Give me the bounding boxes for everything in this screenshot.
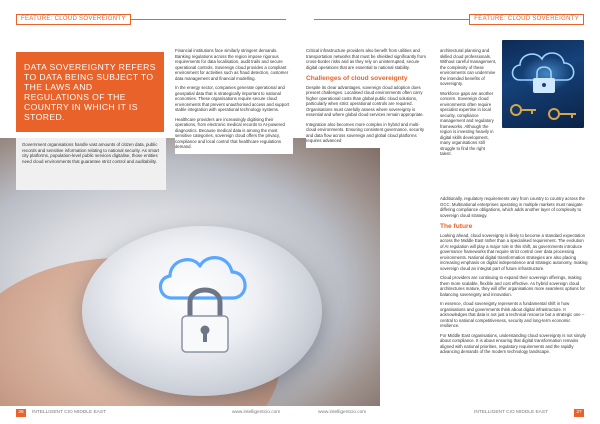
intro-box-text: Government organisations handle vast amounts of citizen data, public records and sensitive information relating to national security. As smart city platforms, population-level public services digitalise, those entities need cloud environments that guarantee strict control and auditability. [22,142,160,164]
article-column-4 [440,196,588,359]
section-tag-left: FEATURE: CLOUD SOVEREIGNTY [16,14,131,25]
paragraph: architectural planning and skilled cloud professionals. Without careful management, the complexity of these environments can undermine the intended benefits of sovereignty. [440,48,497,86]
paragraph: Financial institutions face similarly stringent demands. Banking regulations across the region impose rigorous requirements for data localisation, audit trails and secure operational controls. Sovereign cloud provides a compliant environment for activities such as fraud detection, customer data management and financial modelling. [175,48,289,81]
publication-name-right: INTELLIGENT CIO MIDDLE EAST [474,410,549,415]
website-link-right[interactable]: www.intelligentcio.com [318,410,367,415]
article-column-3 [440,48,497,161]
pull-quote-text: DATA SOVEREIGNTY REFERS TO DATA BEING SUBJECT TO THE LAWS AND REGULATIONS OF THE COUNTRY IN WHICH IT IS STORED. [24,62,156,122]
paragraph: Despite its clear advantages, sovereign cloud adoption does present challenges. Localised cloud environments often carry higher operational costs than global public cloud solutions, particularly when strict operational controls are required. Organisations must carefully assess where sovereignty is essential and where global cloud services remain appropriate. [306,84,424,117]
paragraph: Cloud providers are continuing to expand their sovereign offerings, making them more scalable, flexible and cost effective. As hybrid sovereign cloud architectures mature, they will offer organisations more seamless options for balancing sovereignty and innovation. [440,275,585,297]
publication-name-left: INTELLIGENT CIO MIDDLE EAST [32,410,107,415]
paragraph: Additionally, regulatory requirements vary from country to country across the GCC. Multinational enterprises operating in multiple markets must navigate differing compliance obligations, which adds another layer of complexity to sovereign cloud strategy. [440,196,585,218]
section-heading-challenges: Challenges of cloud sovereignty [306,75,408,82]
paragraph: In the energy sector, companies generate operational and geospatial data that is strategically important to national economies. These organisations require secure cloud environments that prevent unauthorised access and support stable integration with operational technology systems. [175,85,290,112]
intro-box [16,138,166,190]
article-column-2 [306,48,426,148]
article-column-1 [175,48,293,154]
paragraph: Healthcare providers are increasingly digitising their operations, from electronic medical records to AI-powered diagnostics. Because medical data is among the most sensitive categories, sovereign cloud offers the privacy, compliance and local control that healthcare regulations demand. [175,116,285,149]
paragraph: For Middle East organisations, understanding cloud sovereignty is not simply about compliance. It is about ensuring that digital transformation remains aligned with national priorities, regulatory requirements and the rapidly advancing demands of the modern technology landscape. [440,332,586,354]
page-number-right: 27 [574,409,584,417]
paragraph: Workforce gaps are another concern. Sovereign cloud environments often require specialist expertise in local security, compliance management and regulatory frameworks. Although the region is investing heavily in digital skills development, many organisations still struggle to find the right talent. [440,90,494,156]
paragraph: Critical infrastructure providers also benefit from utilities and transportation networks that must be shielded significantly from cross-border risks and as they rely on uninterrupted, secure digital operations that are essential to national stability. [306,48,426,70]
section-heading-future: The future [440,223,473,230]
cloud-keys-icon [502,40,584,128]
paragraph: Integration also becomes more complex in hybrid and multi-cloud environments. Ensuring consistent governance, security and data flow across sovereign and global cloud platforms requires advanced [306,121,424,143]
paragraph: Looking ahead, cloud sovereignty is likely to become a standard expectation across the Middle East rather than a specialised requirement. The evolution of AI regulation will play a major role in this shift, as governments introduce governance frameworks that require strict control over data processing environments. National digital transformation strategies are also placing increasing emphasis on digital independence and strategic autonomy, making sovereign cloud an integral part of future infrastructure. [440,232,588,271]
paragraph: In essence, cloud sovereignty represents a fundamental shift in how organisations and governments think about digital infrastructure. It acknowledges that data is not just a technical resource but a strategic one – central to national competitiveness, security and long-term economic resilience. [440,301,585,328]
pull-quote-box [16,52,164,132]
cloud-keys-photo [502,40,584,128]
page-number-left: 26 [16,409,26,417]
section-tag-right: FEATURE: CLOUD SOVEREIGNTY [469,14,584,25]
website-link-left[interactable]: www.intelligentcio.com [232,410,281,415]
page-footer [0,407,600,424]
cloud-padlock-icon [150,240,260,360]
